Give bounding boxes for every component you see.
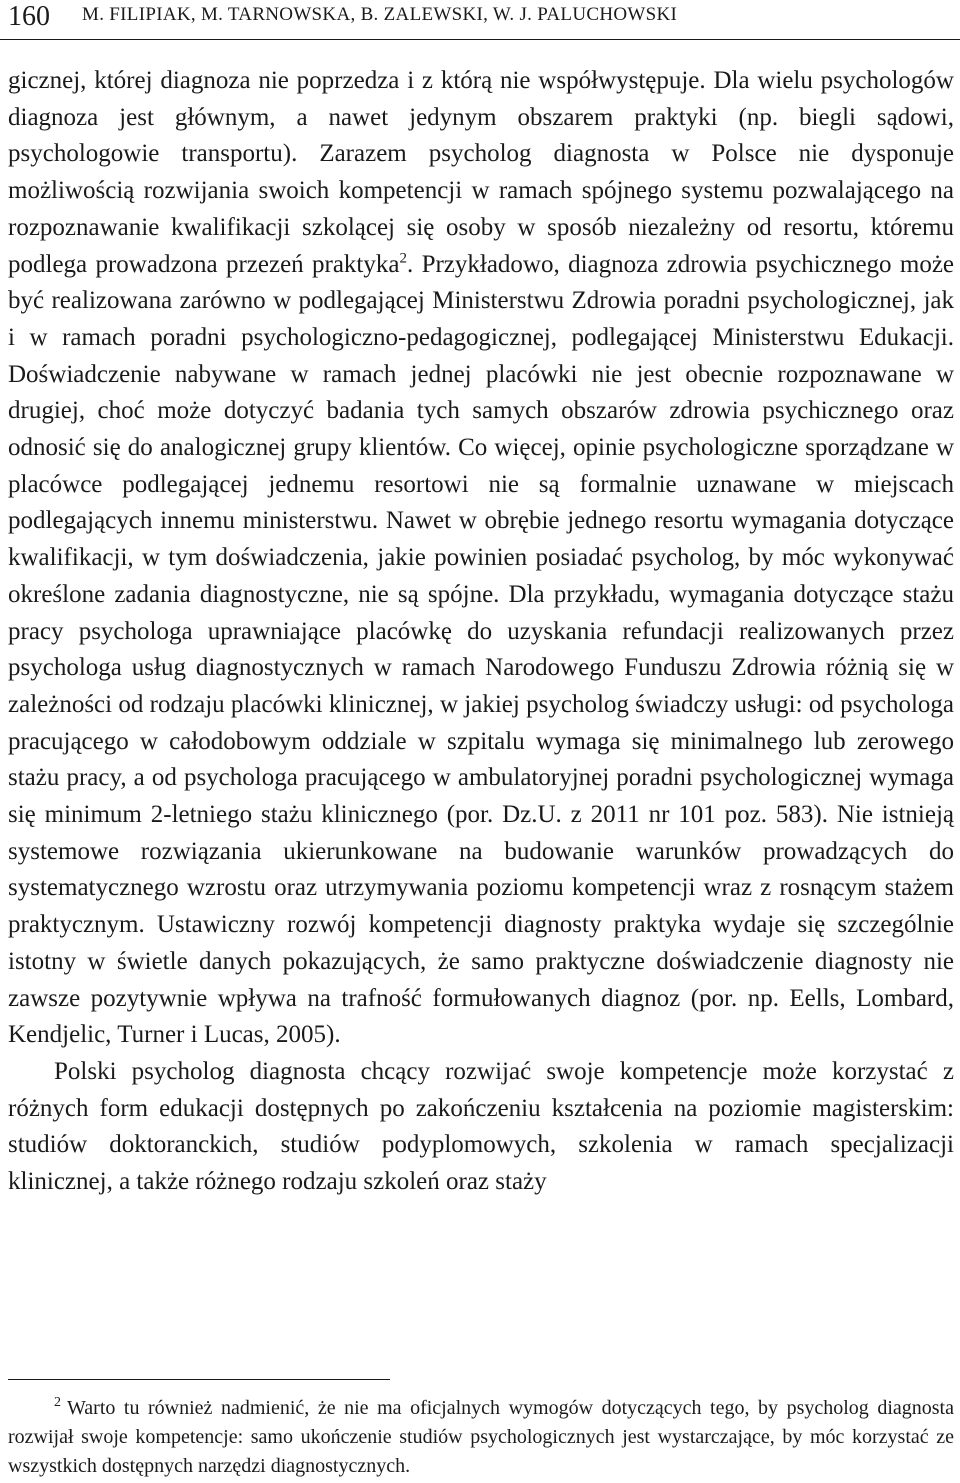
paragraph-2: Polski psycholog diagnosta chcący rozwijać swoje kompetencje może korzystać z różnych form edukacji dostępnych po zakończeniu kształcenia na poziomie magisterskim: studiów doktoranckich, studiów podyplomowych, szkolenia w ramach specjalizacji klinicznej, a także różnego rodzaju szkoleń oraz staży (8, 1057, 954, 1196)
footnote (8, 1394, 954, 1481)
paragraph-1 (8, 63, 954, 1054)
paragraph-1-text-b: . Przykładowo, diagnoza zdrowia psychicznego może być realizowana zarówno w podlegającej Ministerstwu Zdrowia poradni psychologicznej, jak i w ramach poradni psychologiczno-pedagogicznej, podlegającej Ministerstwu Edukacji. Doświadczenie nabywane w ramach jednej placówki nie jest obecnie rozpoznawane w drugiej, choć może dotyczyć badania tych samych obszarów zdrowia psychicznego oraz odnosić się do analogicznej grupy klientów. Co więcej, opinie psychologiczne sporządzane w placówce podlegającej jednemu resortowi nie są formalnie uznawane w miejscach podlegających innemu ministerstwu. Nawet w obrębie jednego resortu wymagania dotyczące kwalifikacji, w tym doświadczenia, jakie powinien posiadać psycholog, by móc wykonywać określone zadania diagnostyczne, nie są spójne. Dla przykładu, wymagania dotyczące stażu pracy psychologa uprawniające placówkę do uzyskania refundacji realizowanych przez psychologa usług diagnostycznych w ramach Narodowego Funduszu Zdrowia różnią się w zależności od rodzaju placówki klinicznej, w jakiej psycholog świadczy usługi: od psychologa pracującego w całodobowym oddziale w szpitalu wymaga się minimalnego lub zerowego stażu pracy, a od psychologa pracującego w ambulatoryjnej poradni psychologicznej wymaga się minimum 2-letniego stażu klinicznego (por. Dz.U. z 2011 nr 101 poz. 583). Nie istnieją systemowe rozwiązania ukierunkowane na budowanie warunków prowadzących do systematycznego wzrostu oraz utrzymywania poziomu kompetencji wraz z rosnącym stażem praktycznym. Ustawiczny rozwój kompetencji diagnosty praktyka wydaje się szczególnie istotny w świetle danych pokazujących, że samo praktyczne doświadczenie diagnosty nie zawsze pozytywnie wpływa na trafność formułowanych diagnoz (por. np. Eells, Lombard, Kendjelic, Turner i Lucas, 2005). (8, 250, 955, 1049)
page-number: 160 (8, 1, 50, 32)
running-head-authors: M. FILIPIAK, M. TARNOWSKA, B. ZALEWSKI, W. J. PALUCHOWSKI (82, 4, 678, 25)
footnote-reference: 2 (399, 250, 407, 267)
footnote-marker: 2 (54, 1395, 61, 1411)
footnote-text: Warto tu również nadmienić, że nie ma oficjalnych wymogów dotyczących tego, by psycholog diagnosta rozwijał swoje kompetencje: samo ukończenie studiów psychologicznych jest wystarczające, by móc korzystać ze wszystkich dostępnych narzędzi diagnostycznych. (8, 1397, 954, 1477)
paragraph-1-text-a: gicznej, której diagnoza nie poprzedza i z którą nie współwystępuje. Dla wielu psychologów diagnoza jest głównym, a nawet jedynym obszarem praktyki (np. biegli sądowi, psychologowie transportu). Zarazem psycholog diagnosta w Polsce nie dysponuje możliwością rozwijania swoich kompetencji w ramach spójnego systemu pozwalającego na rozpoznawanie kwalifikacji szkolącej się osoby w sposób niezależny od resortu, któremu podlega prowadzona przezeń praktyka (8, 67, 954, 278)
main-body-text (8, 63, 954, 1201)
footnote-separator (8, 1379, 390, 1380)
page-header (0, 0, 960, 40)
